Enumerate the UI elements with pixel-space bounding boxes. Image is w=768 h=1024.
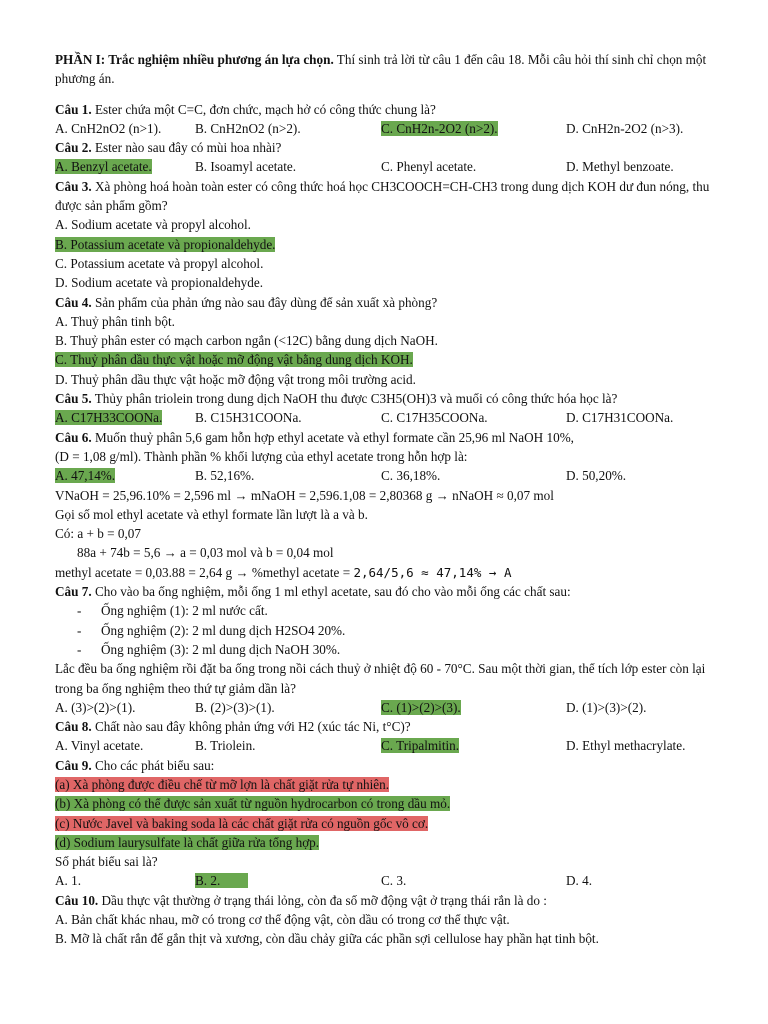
option-c: C. Phenyl acetate.: [381, 159, 477, 175]
option-c: C. Potassium acetate và propyl alcohol.: [55, 255, 264, 271]
question-text: Cho các phát biểu sau:: [91, 757, 215, 773]
question-label: Câu 9.: [55, 757, 92, 773]
question-text: Số phát biểu sai là?: [55, 854, 158, 870]
solution-line: VNaOH = 25,96.10% = 2,596 ml → mNaOH = 2,596.1,08 = 2,80368 g → nNaOH ≈ 0,07 mol: [55, 487, 554, 503]
option-d: D. 4.: [566, 873, 593, 889]
option-b: B. Triolein.: [195, 738, 256, 754]
option-d: D. 50,20%.: [566, 468, 627, 484]
option-c-correct: C. CnH2n-2O2 (n>2).: [381, 120, 498, 136]
options-row: [55, 698, 717, 717]
question-text-cont: Lắc đều ba ống nghiệm rồi đặt ba ống trong nồi cách thuỷ ở nhiệt độ 60 - 70°C. Sau một thời gian, thể tích lớp ester còn lại trong ba ống nghiệm theo thứ tự giảm dần là?: [55, 661, 706, 696]
option-b-correct: B. Potassium acetate và propionaldehyde.: [55, 236, 276, 252]
options-row: [55, 408, 717, 427]
option-b: B. CnH2nO2 (n>2).: [195, 120, 301, 136]
option-a: A. 1.: [55, 873, 82, 889]
question-6: [55, 428, 717, 447]
list-item: [55, 621, 717, 640]
option-d: D. Thuỷ phân dầu thực vật hoặc mỡ động vật trong môi trường acid.: [55, 371, 416, 387]
options-row: [55, 466, 717, 485]
question-10: [55, 891, 717, 910]
list-item: [55, 601, 717, 620]
section-intro: [55, 50, 717, 89]
option-d: D. Ethyl methacrylate.: [566, 738, 686, 754]
list-item: [55, 640, 717, 659]
list-item-text: Ống nghiệm (2): 2 ml dung dịch H2SO4 20%.: [101, 622, 346, 638]
option-a-correct: A. C17H33COONa.: [55, 410, 163, 426]
option-b-correct: B. 2.: [195, 873, 248, 888]
option-a: A. Thuỷ phân tinh bột.: [55, 313, 175, 329]
question-text: Thủy phân triolein trong dung dịch NaOH thu được C3H5(OH)3 và muối có công thức hóa học là?: [91, 391, 618, 407]
question-label: Câu 2.: [55, 140, 92, 156]
question-text: Ester chứa một C=C, đơn chức, mạch hở có công thức chung là?: [91, 101, 436, 117]
option-c-correct: C. Tripalmitin.: [381, 738, 460, 754]
option-c: C. 3.: [381, 873, 407, 889]
question-text: Ester nào sau đây có mùi hoa nhài?: [91, 140, 282, 156]
option-d: D. CnH2n-2O2 (n>3).: [566, 120, 684, 136]
question-label: Câu 10.: [55, 892, 99, 908]
option-b: B. C15H31COONa.: [195, 410, 302, 426]
section-title: PHẦN I: Trắc nghiệm nhiều phương án lựa chọn.: [55, 52, 334, 67]
option-a: A. Bản chất khác nhau, mỡ có trong cơ thể động vật, còn dầu có trong cơ thể thực vật.: [55, 912, 510, 928]
option-b: B. Mỡ là chất rắn để gắn thịt và xương, còn dầu chảy giữa các phần sợi cellulose hay phần hạt tinh bột.: [55, 931, 599, 947]
option-b: B. (2)>(3)>(1).: [195, 699, 275, 715]
solution-line: [55, 563, 717, 582]
option-d: D. (1)>(3)>(2).: [566, 699, 647, 715]
statement-d-correct: (d) Sodium laurysulfate là chất giữa rửa tổng hợp.: [55, 834, 320, 850]
option-d: D. Methyl benzoate.: [566, 159, 674, 175]
question-label: Câu 7.: [55, 584, 92, 600]
question-label: Câu 1.: [55, 101, 92, 117]
question-7: [55, 582, 717, 601]
question-text: Xà phòng hoá hoàn toàn ester có công thức hoá học CH3COOCH=CH-CH3 trong dung dịch KOH dư đun nóng, thu được sản phẩm gồm?: [55, 178, 710, 214]
solution-text: methyl acetate = 0,03.88 = 2,64 g → %methyl acetate =: [55, 564, 354, 580]
option-d: D. C17H31COONa.: [566, 410, 674, 426]
question-text: Cho vào ba ống nghiệm, mỗi ống 1 ml ethyl acetate, sau đó cho vào mỗi ống các chất sau:: [91, 584, 571, 600]
option-a: A. CnH2nO2 (n>1).: [55, 120, 162, 136]
solution-line: 88a + 74b = 5,6 → a = 0,03 mol và b = 0,04 mol: [77, 545, 334, 561]
option-c-correct: C. Thuỷ phân dầu thực vật hoặc mỡ động vật bằng dung dịch KOH.: [55, 352, 413, 368]
option-b: B. Thuỷ phân ester có mạch carbon ngắn (<12C) bằng dung dịch NaOH.: [55, 333, 438, 349]
option-a: A. (3)>(2)>(1).: [55, 699, 136, 715]
option-c: C. 36,18%.: [381, 468, 441, 484]
option-b: B. 52,16%.: [195, 468, 255, 484]
question-label: Câu 3.: [55, 178, 92, 194]
question-text-cont: (D = 1,08 g/ml). Thành phần % khối lượng của ethyl acetate trong hỗn hợp là:: [55, 448, 468, 464]
option-d: D. Sodium acetate và propionaldehyde.: [55, 275, 264, 291]
option-c: C. C17H35COONa.: [381, 410, 488, 426]
solution-result: 2,64/5,6 ≈ 47,14% → A: [353, 564, 512, 580]
question-text: Chất nào sau đây không phản ứng với H2 (xúc tác Ni, t°C)?: [91, 719, 411, 735]
option-a: A. Sodium acetate và propyl alcohol.: [55, 217, 251, 233]
option-a-correct: A. 47,14%.: [55, 468, 116, 484]
question-4: [55, 293, 717, 312]
options-row: [55, 736, 717, 755]
list-item-text: Ống nghiệm (1): 2 ml nước cất.: [101, 603, 268, 619]
list-item-text: Ống nghiệm (3): 2 ml dung dịch NaOH 30%.: [101, 641, 341, 657]
exam-page: [55, 50, 717, 949]
question-1: [55, 100, 717, 119]
statement-c-wrong: (c) Nước Javel và baking soda là các chất giặt rửa có nguồn gốc vô cơ.: [55, 815, 429, 831]
solution-line: Gọi số mol ethyl acetate và ethyl formate lần lượt là a và b.: [55, 506, 368, 522]
question-5: [55, 389, 717, 408]
solution-line: Có: a + b = 0,07: [55, 526, 141, 542]
question-2: [55, 138, 717, 157]
options-row: [55, 119, 717, 138]
question-label: Câu 5.: [55, 391, 92, 407]
question-label: Câu 8.: [55, 719, 92, 735]
question-label: Câu 6.: [55, 429, 92, 445]
section-instructions: Thí sinh trả lời từ câu 1 đến câu 18. Mỗi câu hỏi thí sinh chỉ chọn một phương án.: [55, 52, 707, 87]
question-text: Sản phẩm của phản ứng nào sau đây dùng để sản xuất xà phòng?: [91, 294, 438, 310]
question-text: Dầu thực vật thường ở trạng thái lỏng, còn đa số mỡ động vật ở trạng thái rắn là do :: [98, 892, 547, 908]
question-label: Câu 4.: [55, 294, 92, 310]
option-a-correct: A. Benzyl acetate.: [55, 159, 152, 175]
options-row: [55, 157, 717, 176]
question-text: Muốn thuỷ phân 5,6 gam hỗn hợp ethyl acetate và ethyl formate cần 25,96 ml NaOH 10%,: [91, 429, 574, 445]
question-8: [55, 717, 717, 736]
option-c-correct: C. (1)>(2)>(3).: [381, 699, 461, 715]
question-3: [55, 177, 717, 216]
option-b: B. Isoamyl acetate.: [195, 159, 297, 175]
option-a: A. Vinyl acetate.: [55, 738, 144, 754]
question-9: [55, 756, 717, 775]
statement-a-wrong: (a) Xà phòng được điều chế từ mỡ lợn là chất giặt rửa tự nhiên.: [55, 776, 390, 792]
statement-b-correct: (b) Xà phòng có thể được sản xuất từ nguồn hydrocarbon có trong dầu mỏ.: [55, 796, 451, 812]
options-row: [55, 871, 717, 890]
